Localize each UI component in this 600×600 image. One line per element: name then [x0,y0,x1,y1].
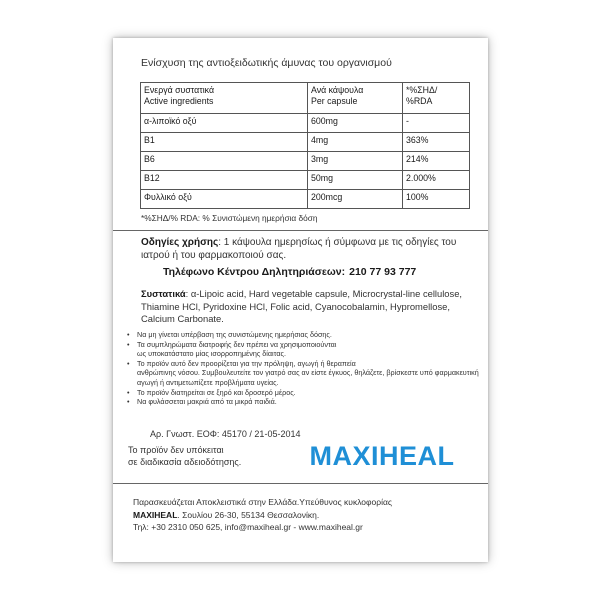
divider-bottom [113,483,488,484]
warning-text: Τα συμπληρώματα διατροφής δεν πρέπει να χρησιμοποιούνται [137,339,337,349]
table-row [141,114,470,133]
ingredient-amount: 3mg [308,152,403,171]
ingredient-amount: 200mcg [308,190,403,209]
header-amount-cell [308,83,403,114]
rda-footnote: *%ΣΗΔ/% RDA: % Συνιστώμενη ημερήσια δόση [141,213,318,223]
active-ingredients-table [140,82,470,209]
maxiheal-logo-text: MAXIHEAL [309,441,455,470]
licensing-notice-line1: Το προϊόν δεν υπόκειται [128,445,224,455]
header-ingredient-en: Active ingredients [144,96,214,106]
ingredient-name: Φυλλικό οξύ [141,190,308,209]
list-item [137,397,482,407]
footer-company: MAXIHEAL [133,509,178,520]
footer-contact: Τηλ: +30 2310 050 625, info@maxiheal.gr - www.maxiheal.gr [133,522,363,532]
ingredient-name: α-λιποϊκό οξύ [141,114,308,133]
footer-address: . Σουλίου 26-30, 55134 Θεσσαλονίκη. [177,509,320,520]
table-row [141,190,470,209]
ingredient-name: B6 [141,152,308,171]
ingredient-rda: - [403,114,470,133]
warning-text: Το προϊόν αυτό δεν προορίζεται για την πρόληψη, αγωγή ή θεραπεία [137,358,356,368]
ingredient-amount: 600mg [308,114,403,133]
header-rda-en: %RDA [406,96,433,106]
divider-top [113,230,488,231]
warning-text-cont: ανθρώπινης νόσου. Συμβουλευτείτε τον γιατρό σας αν είστε έγκυος, θηλάζετε, βρίσκεστε υπό φαρμακευτική αγωγή ή αντιμετωπίζετε προβλήματα υγείας. [137,368,479,387]
list-item [137,359,482,388]
warnings-list [123,330,482,407]
licensing-notice-line2: σε διαδικασία αδειοδότησης. [128,457,242,467]
eof-license-number: Αρ. Γνωστ. ΕΟΦ: 45170 / 21-05-2014 [150,429,301,439]
ingredient-rda: 100% [403,190,470,209]
ingredient-amount: 50mg [308,171,403,190]
ingredient-amount: 4mg [308,133,403,152]
usage-instructions-label: Οδηγίες χρήσης [141,237,219,248]
warning-text: Να μη γίνεται υπέρβαση της συνιστώμενης ημερήσιας δόσης. [137,330,332,339]
header-rda-cell [403,83,470,114]
footer-address-line [133,509,473,522]
ingredients-list [141,288,469,326]
table-header-row [141,83,470,114]
list-item [137,340,482,359]
header-ingredient-gr: Ενεργά συστατικά [144,85,215,95]
list-item [137,388,482,398]
list-item [137,330,482,340]
ingredient-rda: 363% [403,133,470,152]
warning-text: Το προϊόν διατηρείται σε ξηρό και δροσερό μέρος. [137,387,296,397]
product-label-sheet [113,38,488,562]
poison-center-phone [163,266,416,278]
licensing-notice [128,444,278,468]
warning-text-cont: ως υποκατάστατο μίας ισορροπημένης δίαιτας. [137,349,286,359]
table-row [141,152,470,171]
ingredient-rda: 2.000% [403,171,470,190]
label-heading: Ενίσχυση της αντιοξειδωτικής άμυνας του οργανισμού [141,57,392,69]
header-ingredient-cell [141,83,308,114]
maxiheal-logo [301,440,463,470]
ingredient-rda: 214% [403,152,470,171]
poison-center-label: Τηλέφωνο Κέντρου Δηλητηριάσεων: [163,266,346,278]
poison-center-number: 210 77 93 777 [349,266,417,278]
header-amount-gr: Ανά κάψουλα [311,85,364,95]
header-amount-en: Per capsule [311,96,358,106]
ingredients-label: Συστατικά [141,288,186,299]
ingredient-name: B1 [141,133,308,152]
label-footer [133,496,473,534]
usage-instructions [141,237,471,262]
ingredients-text: : α-Lipoic acid, Hard vegetable capsule, Microcrystal-line cellulose, Thiamine HCl, Pyridoxine HCl, Folic acid, Cyanocobalamin, Hypromellose, Calcium Carbonate. [141,288,463,325]
warning-text: Να φυλάσσεται μακριά από τα μικρά παιδιά. [137,397,277,407]
ingredient-name: B12 [141,171,308,190]
usage-instructions-text: : 1 κάψουλα ημερησίως ή σύμφωνα με τις οδηγίες του ιατρού ή του φαρμακοποιού σας. [141,237,457,261]
header-rda-gr: *%ΣΗΔ/ [406,85,438,95]
footer-origin: Παρασκευάζεται Αποκλειστικά στην Ελλάδα.Υπεύθυνος κυκλοφορίας [133,497,393,507]
table-row [141,171,470,190]
table-row [141,133,470,152]
